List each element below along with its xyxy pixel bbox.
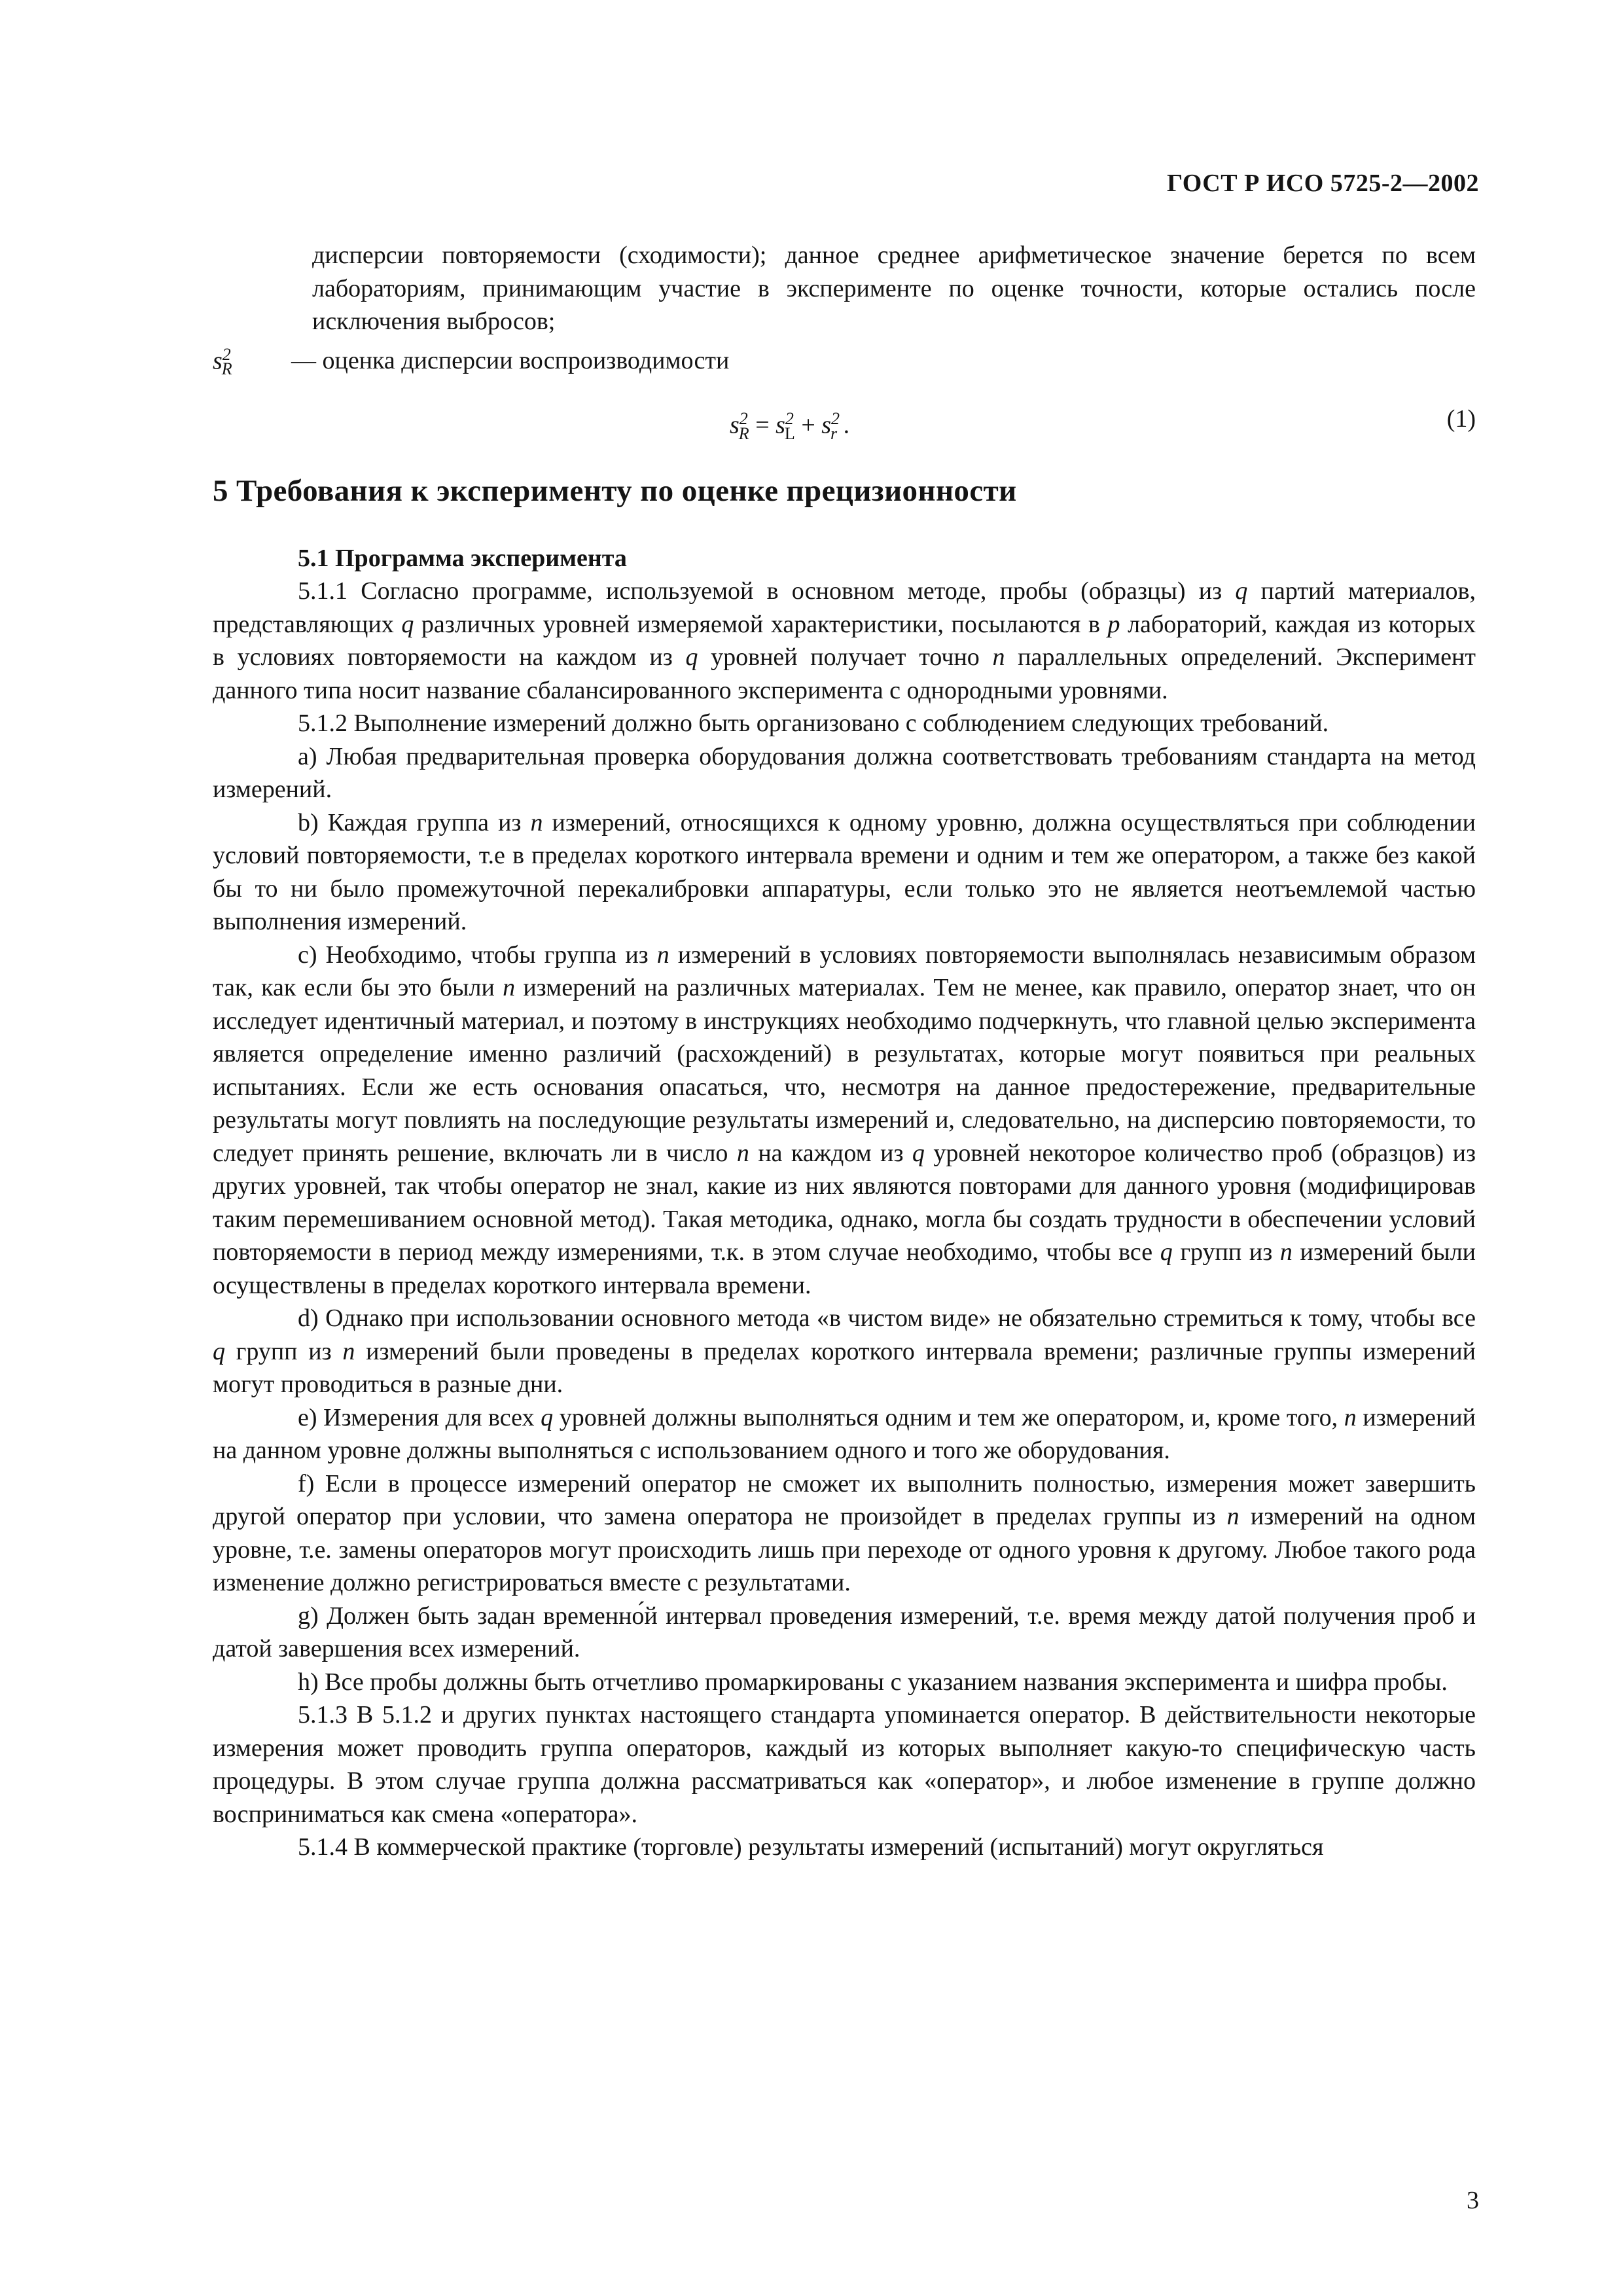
paragraph-5-1-1: 5.1.1 Согласно программе, используемой в основном методе, пробы (образцы) из q партий материалов, представляющих q различных уровней измеряемой характеристики, посылаются в p лабораторий, каждая из которых в условиях повторяемости на каждом из q уровней получает точно n параллельных определений. Эксперимент данного типа носит название сбалансированного эксперимента с однородными уровнями.: [213, 577, 1476, 704]
list-item-f: f) Если в процессе измерений оператор не сможет их выполнить полностью, измерения может завершить другой оператор при условии, что замена оператора не произойдет в пределах группы из n измерений на одном уровне, т.е. замены операторов могут происходить лишь при переходе от одного уровня к другому. Любое такого рода изменение должно регистрироваться вместе с результатами.: [213, 1469, 1476, 1597]
page-number: 3: [1467, 2187, 1479, 2214]
subsection-title: 5.1 Программа эксперимента: [298, 544, 627, 572]
paragraph-5-1-2: 5.1.2 Выполнение измерений должно быть организовано с соблюдением следующих требований.: [298, 709, 1329, 738]
list-item-h: h) Все пробы должны быть отчетливо промаркированы с указанием названия эксперимента и шифра пробы.: [298, 1668, 1448, 1696]
page-content: [213, 239, 1476, 1864]
document-code: ГОСТ Р ИСО 5725-2—2002: [1167, 170, 1479, 197]
list-item-c: c) Необходимо, чтобы группа из n измерений в условиях повторяемости выполнялась независимым образом так, как если бы это были n измерений на различных материалах. Тем не менее, как правило, оператор знает, что он исследует идентичный материал, и поэтому в инструкциях необходимо подчеркнуть, что главной целью эксперимента является определение именно различий (расхождений) в результатах, которые могут появиться при реальных испытаниях. Если же есть основания опасаться, что, несмотря на данное предостережение, предварительные результаты могут повлиять на последующие результаты измерений и, следовательно, на дисперсию повторяемости, то следует принять решение, включать ли в число n на каждом из q уровней некоторое количество проб (образцов) из других уровней, так чтобы оператор не знал, какие из них являются повторами для данного уровня (модифицировав таким перемешиванием основной метод). Такая методика, однако, могла бы создать трудности в обеспечении условий повторяемости в период между измерениями, т.к. в этом случае необходимо, чтобы все q групп из n измерений были осуществлены в пределах короткого интервала времени.: [213, 941, 1476, 1299]
definition-sR2: [213, 338, 1476, 386]
list-item-d: d) Однако при использовании основного метода «в чистом виде» не обязательно стремиться к тому, чтобы все q групп из n измерений были проведены в пределах короткого интервала времени; различные группы измерений могут проводиться в разные дни.: [213, 1304, 1476, 1399]
formula-number: (1): [1446, 405, 1476, 433]
section-title: 5 Требования к эксперименту по оценке прецизионности: [213, 474, 1017, 509]
formula-1: [213, 403, 1476, 442]
list-item-b: b) Каждая группа из n измерений, относящихся к одному уровню, должна осуществляться при соблюдении условий повторяемости, т.е в пределах короткого интервала времени и одним и тем же оператором, а также без какой бы то ни было промежуточной перекалибровки аппаратуры, если только это не является неотъемлемой частью выполнения измерений.: [213, 808, 1476, 936]
definition-text: — оценка дисперсии воспроизводимости: [291, 347, 730, 375]
list-item-a: a) Любая предварительная проверка оборудования должна соответствовать требованиям стандарта на метод измерений.: [213, 742, 1476, 804]
continuation-paragraph: дисперсии повторяемости (сходимости); данное среднее арифметическое значение берется по всем лабораториям, принимающим участие в эксперименте по оценке точности, которые остались после исключения выбросов;: [312, 242, 1476, 335]
formula-expression: $s^2_R = s^2_L + s^2_r$ .: [730, 409, 850, 443]
list-item-e: e) Измерения для всех q уровней должны выполняться одним и тем же оператором, и, кроме того, n измерений на данном уровне должны выполняться с использованием одного и того же оборудования.: [213, 1403, 1476, 1465]
paragraph-5-1-3: 5.1.3 В 5.1.2 и других пунктах настоящего стандарта упоминается оператор. В действительности некоторые измерения может проводить группа операторов, каждый из которых выполняет какую-то специфическую часть процедуры. В этом случае группа должна рассматриваться как «оператор», и любое изменение в группе должно восприниматься как смена «оператора».: [213, 1701, 1476, 1828]
symbol-sR2: $s^2_R$: [213, 344, 232, 378]
list-item-g: g) Должен быть задан временно́й интервал проведения измерений, т.е. время между датой получения проб и датой завершения всех измерений.: [213, 1602, 1476, 1663]
paragraph-5-1-4: 5.1.4 В коммерческой практике (торговле) результаты измерений (испытаний) могут округляться: [298, 1833, 1324, 1861]
